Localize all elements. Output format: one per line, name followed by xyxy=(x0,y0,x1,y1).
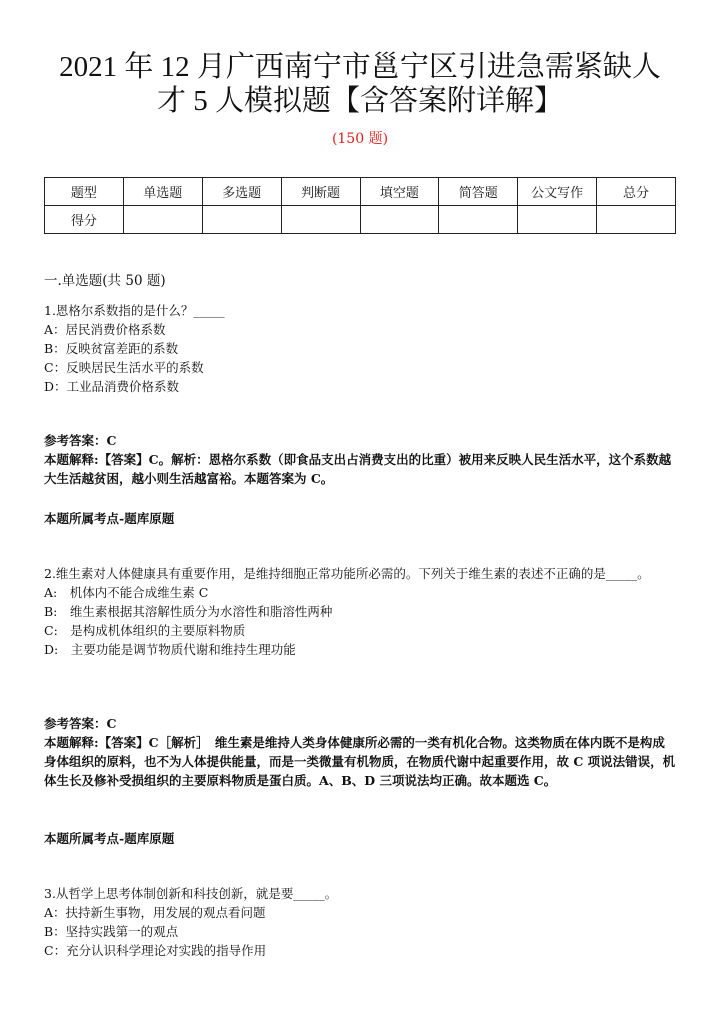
section-title: 一.单选题(共 50 题) xyxy=(44,273,166,289)
question-stem: 1.恩格尔系数指的是什么？_____ xyxy=(44,303,225,318)
score-cell xyxy=(281,206,360,234)
score-header: 多选题 xyxy=(202,178,281,206)
score-header: 简答题 xyxy=(439,178,518,206)
kaodian: 本题所属考点-题库原题 xyxy=(44,511,175,526)
question-3 xyxy=(44,884,676,960)
option: D: 主要功能是调节物质代谢和维持生理功能 xyxy=(44,642,296,657)
reference-answer: 参考答案：C xyxy=(44,433,117,448)
score-cell xyxy=(202,206,281,234)
score-header: 单选题 xyxy=(123,178,202,206)
question-1 xyxy=(44,301,676,396)
score-header: 判断题 xyxy=(281,178,360,206)
score-header: 填空题 xyxy=(360,178,439,206)
option: B: 维生素根据其溶解性质分为水溶性和脂溶性两种 xyxy=(44,604,333,619)
score-table-score-row xyxy=(45,206,676,234)
option: A：扶持新生事物，用发展的观点看问题 xyxy=(44,905,266,920)
score-row-label: 得分 xyxy=(45,206,124,234)
question-count: (150 题) xyxy=(331,131,389,147)
option: C：反映居民生活水平的系数 xyxy=(44,360,204,375)
score-header: 总分 xyxy=(597,178,676,206)
answer-block-1 xyxy=(44,431,676,488)
question-stem: 2.维生素对人体健康具有重要作用，是维持细胞正常功能所必需的。下列关于维生素的表述不正确的是_____。 xyxy=(44,566,650,581)
option: A：居民消费价格系数 xyxy=(44,322,166,337)
title-line-2: 才 5 人模拟题【含答案附详解】 xyxy=(156,85,563,117)
option: A: 机体内不能合成维生素 C xyxy=(44,585,209,600)
score-cell xyxy=(518,206,597,234)
option: C：充分认识科学理论对实践的指导作用 xyxy=(44,943,267,958)
score-cell xyxy=(123,206,202,234)
score-header: 公文写作 xyxy=(518,178,597,206)
score-cell xyxy=(597,206,676,234)
kaodian: 本题所属考点-题库原题 xyxy=(44,831,175,846)
option: D：工业品消费价格系数 xyxy=(44,379,180,394)
question-2 xyxy=(44,564,676,659)
answer-block-2 xyxy=(44,714,676,790)
score-table-header-row xyxy=(45,178,676,206)
explanation: 本题解释:【答案】C。解析：恩格尔系数（即食品支出占消费支出的比重）被用来反映人民生活水平，这个系数越大生活越贫困，越小则生活越富裕。本题答案为 C。 xyxy=(44,452,672,486)
score-cell xyxy=(439,206,518,234)
title-line-1: 2021 年 12 月广西南宁市邕宁区引进急需紧缺人 xyxy=(59,51,661,83)
option: C: 是构成机体组织的主要原料物质 xyxy=(44,623,246,638)
score-cell xyxy=(360,206,439,234)
reference-answer: 参考答案：C xyxy=(44,716,117,731)
option: B：反映贫富差距的系数 xyxy=(44,341,179,356)
score-header: 题型 xyxy=(45,178,124,206)
option: B：坚持实践第一的观点 xyxy=(44,924,179,939)
question-stem: 3.从哲学上思考体制创新和科技创新，就是要_____。 xyxy=(44,886,338,901)
document-title xyxy=(30,50,690,118)
score-table xyxy=(44,177,676,234)
explanation: 本题解释:【答案】C［解析］ 维生素是维持人类身体健康所必需的一类有机化合物。这类物质在体内既不是构成身体组织的原料，也不为人体提供能量，而是一类微量有机物质，在物质代谢中起重要作用，故 C 项说法错误，机体生长及修补受损组织的主要原料物质是蛋白质。A、B、D 三项说法均正确。故本题选 C。 xyxy=(44,735,676,788)
